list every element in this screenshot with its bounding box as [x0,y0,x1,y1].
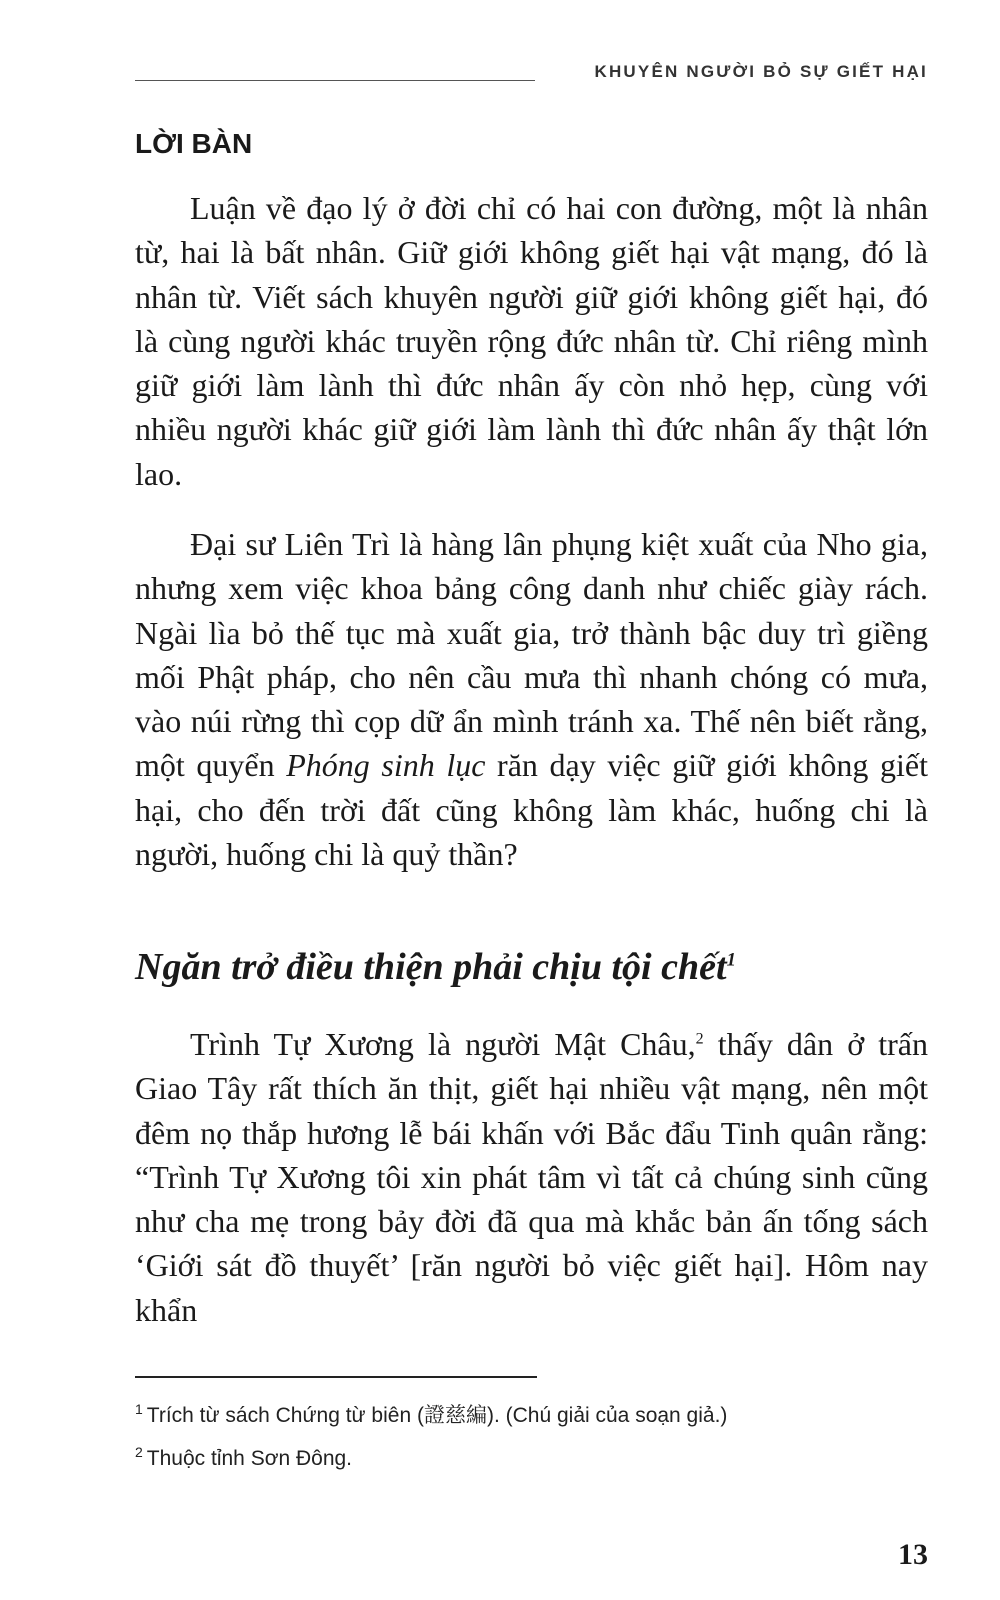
story-title-text: Ngăn trở điều thiện phải chịu tội chết [135,946,727,988]
footnote-rule [135,1376,537,1378]
paragraph-commentary-1: Luận về đạo lý ở đời chỉ có hai con đường, một là nhân từ, hai là bất nhân. Giữ giới không giết hại vật mạng, đó là nhân từ. Viết sách khuyên người giữ giới không giết hại, đó là cùng người khác truyền rộng đức nhân từ. Chỉ riêng mình giữ giới làm lành thì đức nhân ấy còn nhỏ hẹp, cùng với nhiều người khác giữ giới làm lành thì đức nhân ấy thật lớn lao. [135,190,928,492]
running-title: KHUYÊN NGƯỜI BỎ SỰ GIẾT HẠI [594,62,928,81]
paragraph-text: Đại sư Liên Trì là hàng lân phụng kiệt xuất của Nho gia, nhưng xem việc khoa bảng công danh như chiếc giày rách. Ngài lìa bỏ thế tục mà xuất gia, trở thành bậc duy trì giềng mối Phật pháp, cho nên cầu mưa thì nhanh chóng có mưa, vào núi rừng thì cọp dữ ẩn mình tránh xa. Thế nên biết rằng, một quyển [135,526,928,784]
paragraph-text: Trình Tự Xương là người Mật Châu, [190,1026,696,1062]
paragraph-commentary-2 [135,522,928,876]
section-title: LỜI BÀN [135,128,253,159]
story-title [135,945,736,989]
footnote-ref-1[interactable]: 1 [726,949,737,971]
paragraph-story-1 [135,1022,928,1332]
footnote-ref-2[interactable]: 2 [695,1030,704,1048]
running-header [135,58,928,88]
paragraph-text: răn dạy việc giữ giới không giết hại, cho đến trời đất cũng không làm khác, huống chi là người, huống chi là quỷ thần? [135,747,929,873]
footnote-text: Thuộc tỉnh Sơn Đông. [146,1447,353,1470]
book-title-italic: Phóng sinh lục [286,747,486,784]
footnotes [135,1394,928,1480]
footnote-1 [135,1394,928,1431]
footnote-mark: 2 [135,1444,143,1460]
paragraph-text: thấy dân ở trấn Giao Tây rất thích ăn thịt, giết hại nhiều vật mạng, nên một đêm nọ thắp hương lễ bái khấn với Bắc đẩu Tinh quân rằng: “Trình Tự Xương tôi xin phát tâm vì tất cả chúng sinh cũng như cha mẹ trong bảy đời đã qua mà khắc bản ấn tống sách ‘Giới sát đồ thuyết’ [răn người bỏ việc giết hại]. Hôm nay khẩn [135,1026,929,1328]
page-number: 13 [898,1538,928,1571]
header-rule [135,80,535,81]
footnote-mark: 1 [135,1401,143,1417]
footnote-text: Trích từ sách Chứng từ biên (證慈編). (Chú giải của soạn giả.) [146,1404,728,1427]
footnote-2 [135,1437,928,1474]
